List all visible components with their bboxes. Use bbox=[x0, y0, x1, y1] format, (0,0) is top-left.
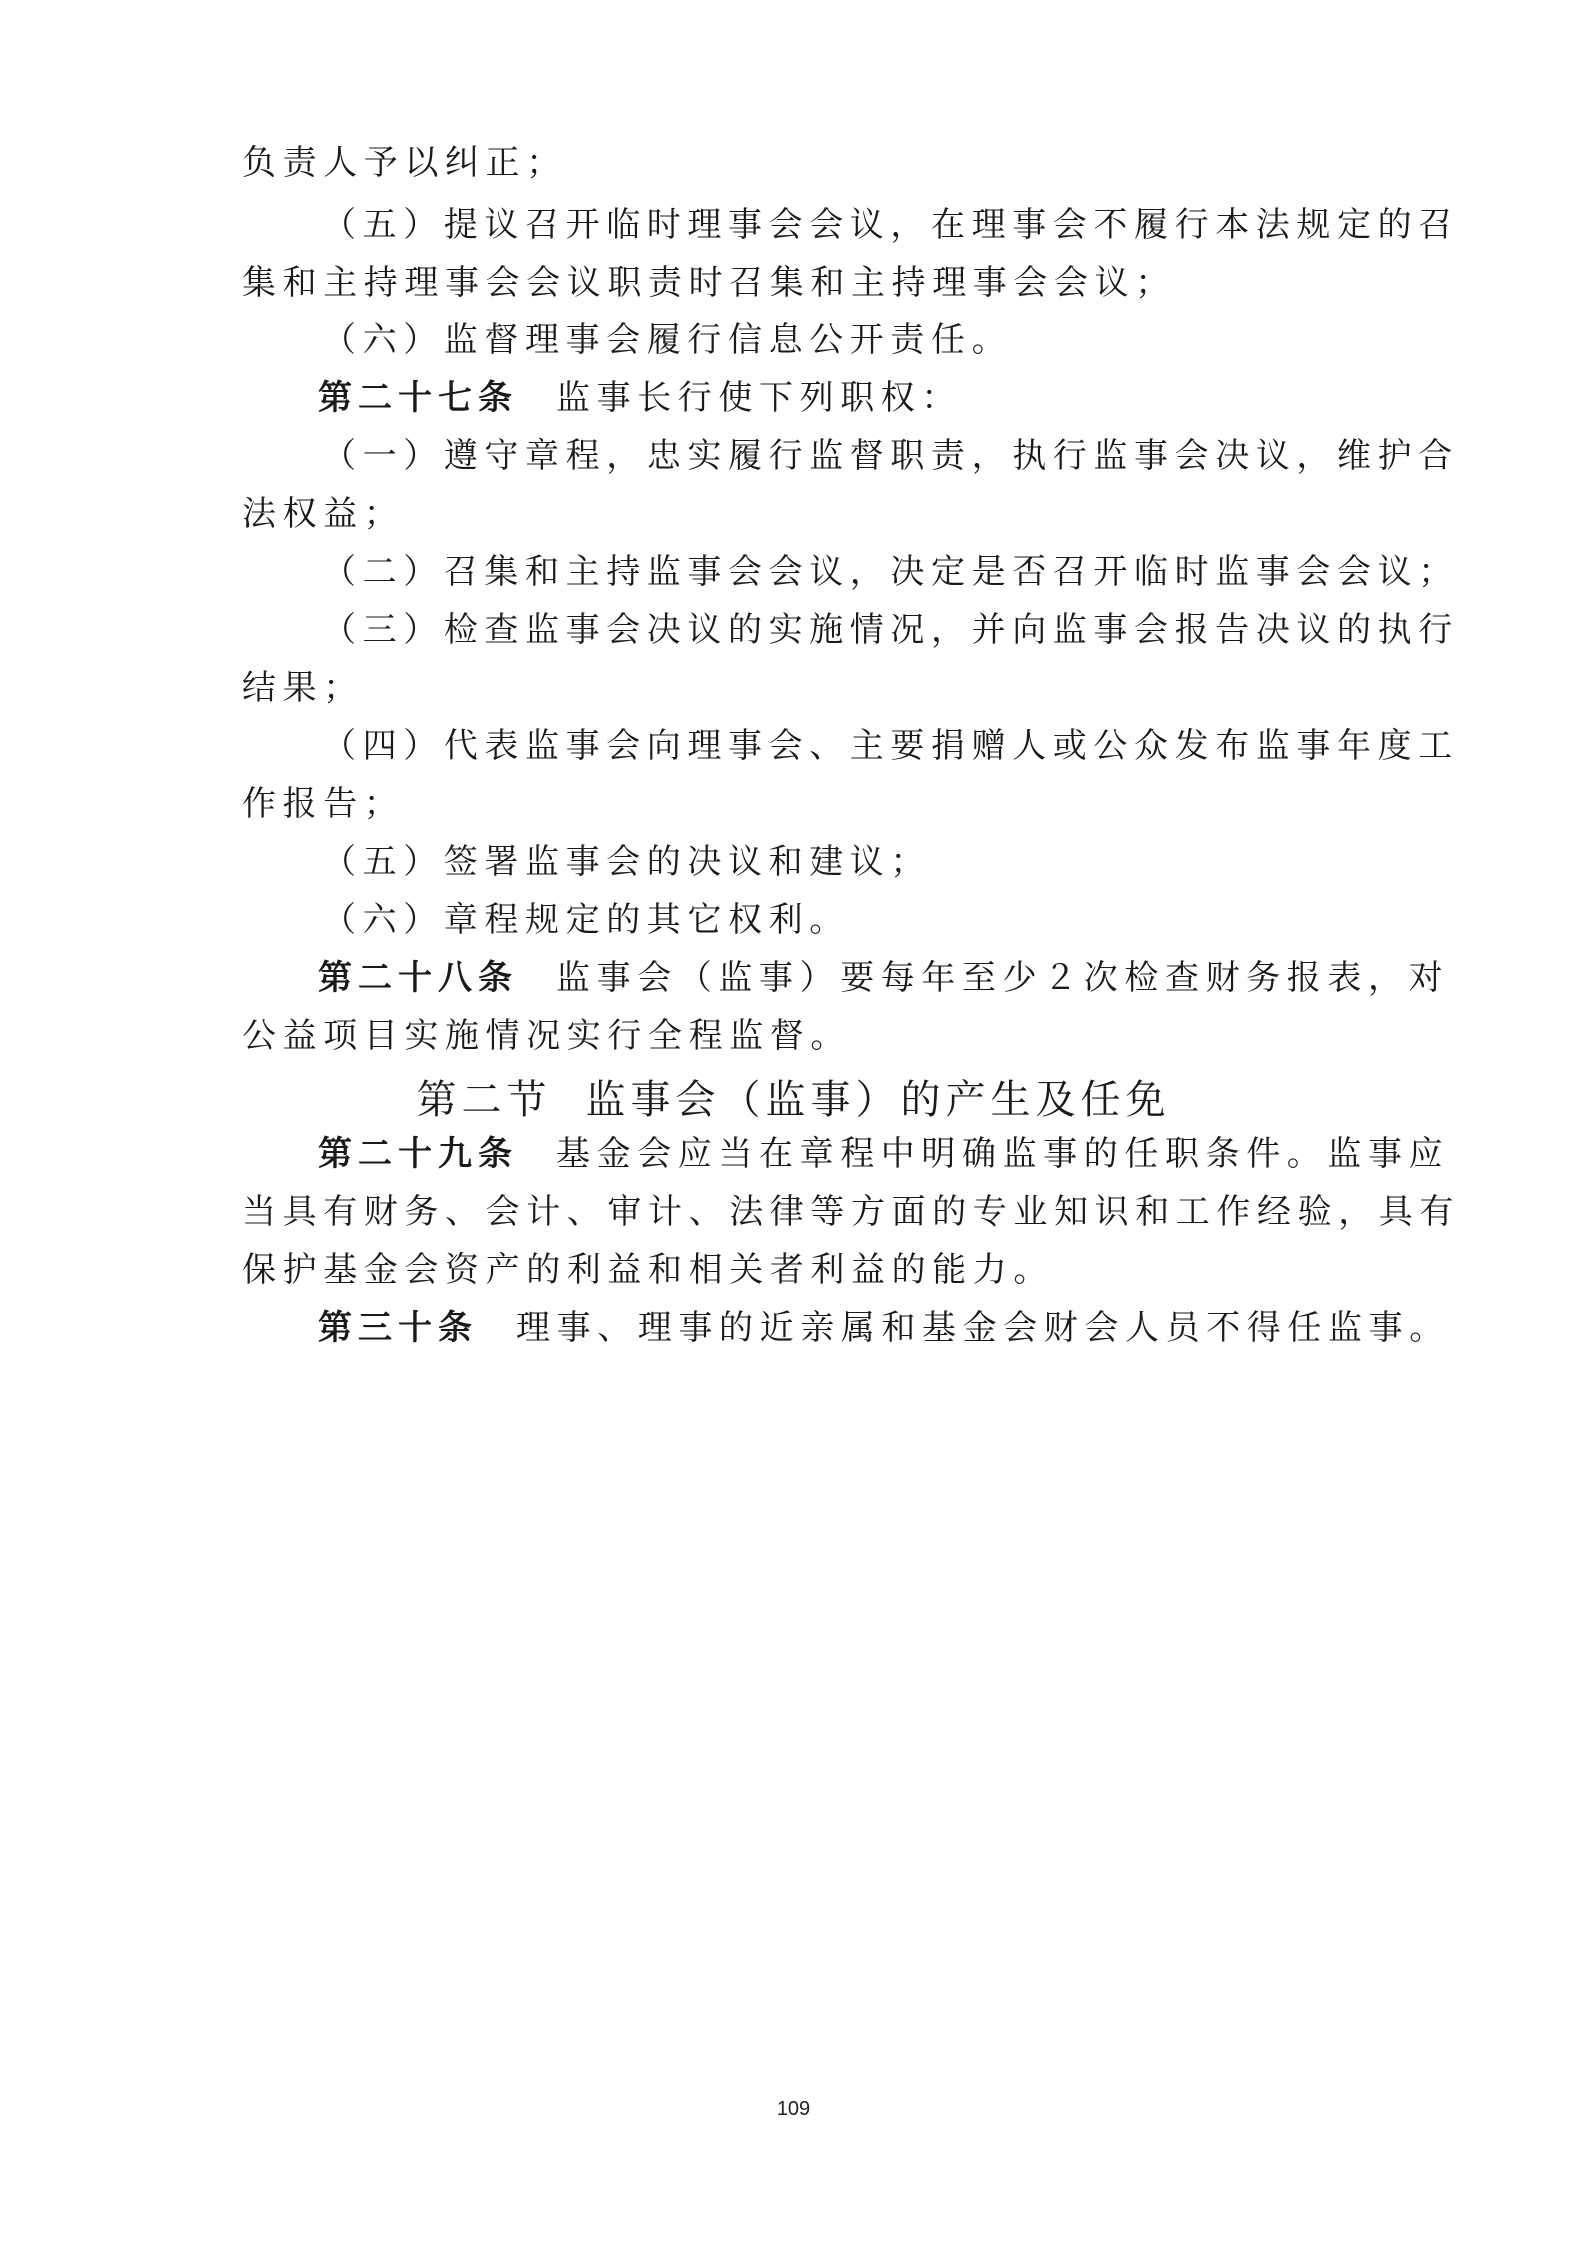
article-text: 理事、理事的近亲属和基金会财会人员不得任监事。 bbox=[516, 1308, 1450, 1348]
body-line: 负责人予以纠正； bbox=[242, 143, 567, 183]
article-30 bbox=[318, 1308, 1450, 1348]
body-line: （六）章程规定的其它权利。 bbox=[322, 900, 850, 940]
body-line: 结果； bbox=[242, 668, 364, 708]
article-number: 第二十七条 bbox=[318, 378, 518, 418]
body-line: （四）代表监事会向理事会、主要捐赠人或公众发布监事年度工 bbox=[322, 726, 1459, 766]
body-line: 作报告； bbox=[242, 784, 405, 824]
body-line: 集和主持理事会会议职责时召集和主持理事会会议； bbox=[242, 263, 1176, 303]
body-line: （五）提议召开临时理事会会议，在理事会不履行本法规定的召 bbox=[322, 205, 1459, 245]
body-line: 当具有财务、会计、审计、法律等方面的专业知识和工作经验，具有 bbox=[242, 1192, 1460, 1232]
body-line: （三）检查监事会决议的实施情况，并向监事会报告决议的执行 bbox=[322, 610, 1459, 650]
article-text: 基金会应当在章程中明确监事的任职条件。监事应 bbox=[556, 1134, 1450, 1174]
article-27 bbox=[318, 378, 1428, 418]
body-line: （一）遵守章程，忠实履行监督职责，执行监事会决议，维护合 bbox=[322, 436, 1459, 476]
page-number: 109 bbox=[776, 2098, 811, 2120]
body-line: 保护基金会资产的利益和相关者利益的能力。 bbox=[242, 1250, 1054, 1290]
body-line: 公益项目实施情况实行全程监督。 bbox=[242, 1016, 851, 1056]
body-line: （五）签署监事会的决议和建议； bbox=[322, 842, 931, 882]
article-number: 第二十八条 bbox=[318, 958, 518, 998]
body-line: 法权益； bbox=[242, 494, 405, 534]
article-28 bbox=[318, 958, 1450, 998]
section-title: 监事会（监事）的产生及任免 bbox=[585, 1077, 1171, 1123]
article-number: 第三十条 bbox=[318, 1308, 478, 1348]
article-29 bbox=[318, 1134, 1450, 1174]
section-heading bbox=[0, 1076, 1587, 1124]
article-text: 监事会（监事）要每年至少２次检查财务报表，对 bbox=[556, 958, 1450, 998]
body-line: （二）召集和主持监事会会议，决定是否召开临时监事会会议； bbox=[322, 552, 1459, 592]
article-number: 第二十九条 bbox=[318, 1134, 518, 1174]
section-number: 第二节 bbox=[416, 1077, 552, 1123]
article-text: 监事长行使下列职权： bbox=[556, 378, 962, 418]
body-line: （六）监督理事会履行信息公开责任。 bbox=[322, 320, 1013, 360]
